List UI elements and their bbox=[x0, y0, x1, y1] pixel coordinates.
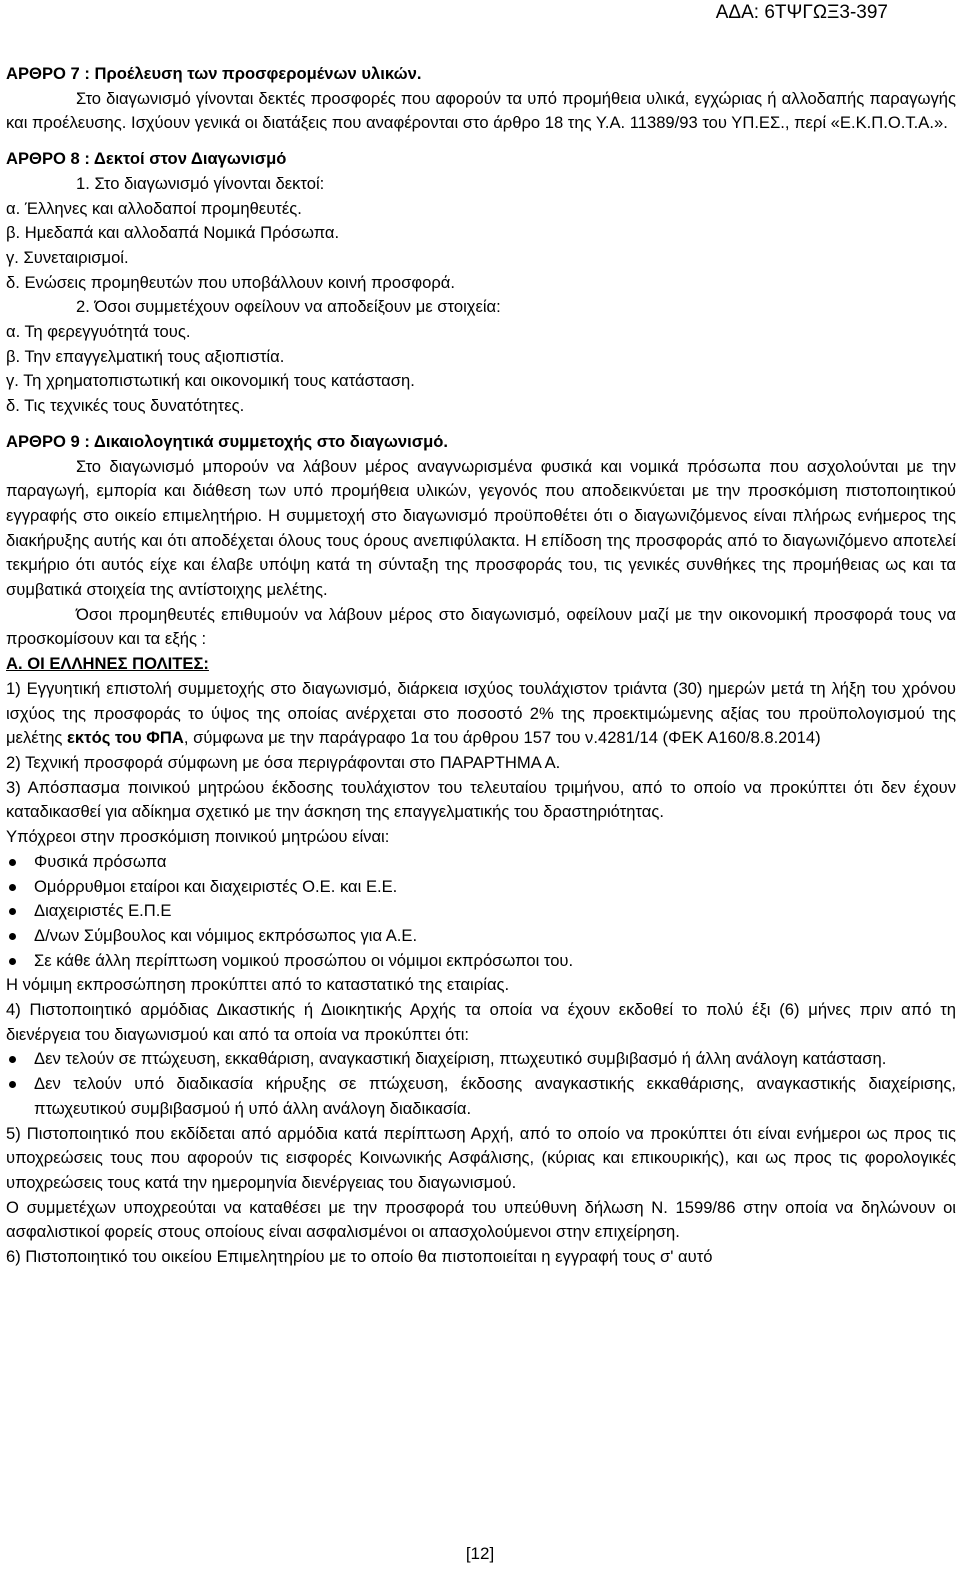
article-8-line: β. Την επαγγελματική τους αξιοπιστία. bbox=[6, 346, 285, 366]
bullet-item: Σε κάθε άλλη περίπτωση νομικού προσώπου οι νόμιμοι εκπρόσωποι του. bbox=[6, 949, 956, 974]
bullet-item: Δεν τελούν υπό διαδικασία κήρυξης σε πτώχευση, έκδοσης αναγκαστικής εκκαθάρισης, αναγκαστικής διαχείρισης, πτωχευτικού συμβιβασμού ή υπό άλλη ανάλογη διαδικασία. bbox=[6, 1072, 956, 1121]
article-8-line: δ. Ενώσεις προμηθευτών που υποβάλλουν κοινή προσφορά. bbox=[6, 272, 455, 292]
document-body bbox=[6, 62, 956, 1270]
article-8-line: α. Έλληνες και αλλοδαποί προμηθευτές. bbox=[6, 198, 302, 218]
article-9-title: ΑΡΘΡΟ 9 : Δικαιολογητικά συμμετοχής στο διαγωνισμό. bbox=[6, 431, 448, 451]
article-9-para-2: Όσοι προμηθευτές επιθυμούν να λάβουν μέρος στο διαγωνισμό, οφείλουν μαζί με την οικονομική προσφορά τους να προσκομίσουν και τα εξής : bbox=[6, 604, 956, 649]
declaration-text: Ο συμμετέχων υποχρεούται να καταθέσει με την προσφορά του υπεύθυνη δήλωση Ν. 1599/86 στην οποία να δηλώνουν οι ασφαλιστικοί φορείς στους οποίους είναι ασφαλισμένοι οι απασχολούμενοι στην επιχείρηση. bbox=[6, 1197, 956, 1242]
obliged-list bbox=[6, 850, 956, 974]
certificate-conditions-list bbox=[6, 1047, 956, 1121]
article-8-line: α. Τη φερεγγυότητά τους. bbox=[6, 322, 191, 342]
page-number: [12] bbox=[465, 1544, 495, 1563]
item-1 bbox=[6, 677, 956, 751]
article-8-line: β. Ημεδαπά και αλλοδαπά Νομικά Πρόσωπα. bbox=[6, 223, 340, 243]
bullet-item: Ομόρρυθμοι εταίροι και διαχειριστές Ο.Ε. και Ε.Ε. bbox=[6, 875, 956, 900]
bullet-item: Φυσικά πρόσωπα bbox=[6, 850, 956, 875]
item-2: 2) Τεχνική προσφορά σύμφωνη με όσα περιγράφονται στο ΠΑΡΑΡΤΗΜΑ Α. bbox=[6, 752, 561, 772]
article-8-line: δ. Τις τεχνικές τους δυνατότητες. bbox=[6, 396, 245, 416]
legal-representation-text: Η νόμιμη εκπροσώπηση προκύπτει από το καταστατικό της εταιρίας. bbox=[6, 975, 510, 995]
article-7-body: Στο διαγωνισμό γίνονται δεκτές προσφορές που αφορούν τα υπό προμήθεια υλικά, εγχώριας ή αλλοδαπής παραγωγής και προέλευσης. Ισχύουν γενικά οι διατάξεις που αναφέρονται στο άρθρο 18 της Υ.Α. 11389/93 του ΥΠ.ΕΣ., περί «Ε.Κ.Π.Ο.Τ.Α.». bbox=[6, 88, 956, 133]
bullet-item: Διαχειριστές Ε.Π.Ε bbox=[6, 899, 956, 924]
item-4: 4) Πιστοποιητικό αρμόδιας Δικαστικής ή Διοικητικής Αρχής τα οποία να έχουν εκδοθεί το πολύ έξι (6) μήνες πριν από τη διενέργεια του διαγωνισμού και από τα οποία να προκύπτει ότι: bbox=[6, 1000, 956, 1044]
article-7-title: ΑΡΘΡΟ 7 : Προέλευση των προσφερομένων υλικών. bbox=[6, 64, 422, 83]
obliged-text: Υπόχρεοι στην προσκόμιση ποινικού μητρώου είναι: bbox=[6, 827, 390, 847]
bullet-item: Δεν τελούν σε πτώχευση, εκκαθάριση, αναγκαστική διαχείριση, πτωχευτικό συμβιβασμό ή άλλη ανάλογη κατάσταση. bbox=[6, 1047, 956, 1072]
item-6: 6) Πιστοποιητικό του οικείου Επιμελητηρίου με το οποίο θα πιστοποιείται η εγγραφή τους σ' αυτό bbox=[6, 1247, 713, 1267]
item-1-text-end: , σύμφωνα με την παράγραφο 1α του άρθρου 157 του ν.4281/14 (ΦΕΚ Α160/8.8.2014) bbox=[183, 728, 821, 748]
article-8-line: γ. Τη χρηματοπιστωτική και οικονομική τους κατάσταση. bbox=[6, 371, 415, 391]
article-8-line: γ. Συνεταιρισμοί. bbox=[6, 247, 129, 267]
item-1-text: 1) Εγγυητική επιστολή συμμετοχής στο διαγωνισμό, διάρκεια ισχύος τουλάχιστον τριάντα (30) ημερών μετά τη λήξη του χρόνου ισχύος της προσφοράς το ύψος της οποίας ανέρχεται στο ποσοστό 2% της προεκτιμώμενης αξίας του προϋπολογισμού της μελέτης bbox=[6, 678, 956, 748]
ada-code: ΑΔΑ: 6ΤΨΓΩΞ3-397 bbox=[715, 2, 888, 23]
article-9-para-1: Στο διαγωνισμό μπορούν να λάβουν μέρος αναγνωρισμένα φυσικά και νομικά πρόσωπα που ασχολούνται με την παραγωγή, εμπορία και διάθεση των υπό προμήθεια υλικών, γεγονός που αποδεικνύεται με την προσκόμιση πιστοποιητικού εγγραφής στο οικείο επιμελητήριο. Η συμμετοχή στο διαγωνισμό προϋποθέτει ότι ο διαγωνιζόμενος είναι πλήρως ενήμερος της διακήρυξης αυτής και ότι αποδέχεται όλους τους όρους ανεπιφύλακτα. Η επίδοση της προσφοράς από το διαγωνιζόμενο αποτελεί τεκμήριο ότι αυτός είχε και έλαβε υπόψη κατά τη σύνταξη της προσφοράς του, τις γενικές συνθήκες της προμήθειας ως και τα συμβατικά στοιχεία της αντίστοιχης μελέτης. bbox=[6, 456, 956, 600]
item-5: 5) Πιστοποιητικό που εκδίδεται από αρμόδια κατά περίπτωση Αρχή, από το οποίο να προκύπτει ότι είναι ενήμεροι ως προς τις υποχρεώσεις τους που αφορούν τις εισφορές Κοινωνικής Ασφάλισης, (κύριας και επικουρικής), και ως προς τις φορολογικές υποχρεώσεις τους κατά την ημερομηνία διενέργειας του διαγωνισμού. bbox=[6, 1123, 956, 1192]
item-1-bold: εκτός του ΦΠΑ bbox=[67, 728, 184, 748]
article-8-line: 1. Στο διαγωνισμό γίνονται δεκτοί: bbox=[76, 173, 325, 193]
section-a-heading: Α. ΟΙ ΕΛΛΗΝΕΣ ΠΟΛΙΤΕΣ: bbox=[6, 654, 209, 674]
article-8-title: ΑΡΘΡΟ 8 : Δεκτοί στον Διαγωνισμό bbox=[6, 149, 287, 169]
article-8-line: 2. Όσοι συμμετέχουν οφείλουν να αποδείξουν με στοιχεία: bbox=[76, 297, 501, 317]
bullet-item: Δ/νων Σύμβουλος και νόμιμος εκπρόσωπος για Α.Ε. bbox=[6, 924, 956, 949]
item-3: 3) Απόσπασμα ποινικού μητρώου έκδοσης τουλάχιστον του τελευταίου τριμήνου, από το οποίο να προκύπτει ότι δεν έχουν καταδικασθεί για αδίκημα σχετικό με την άσκηση της επαγγελματικής του δραστηριότητας. bbox=[6, 777, 956, 822]
